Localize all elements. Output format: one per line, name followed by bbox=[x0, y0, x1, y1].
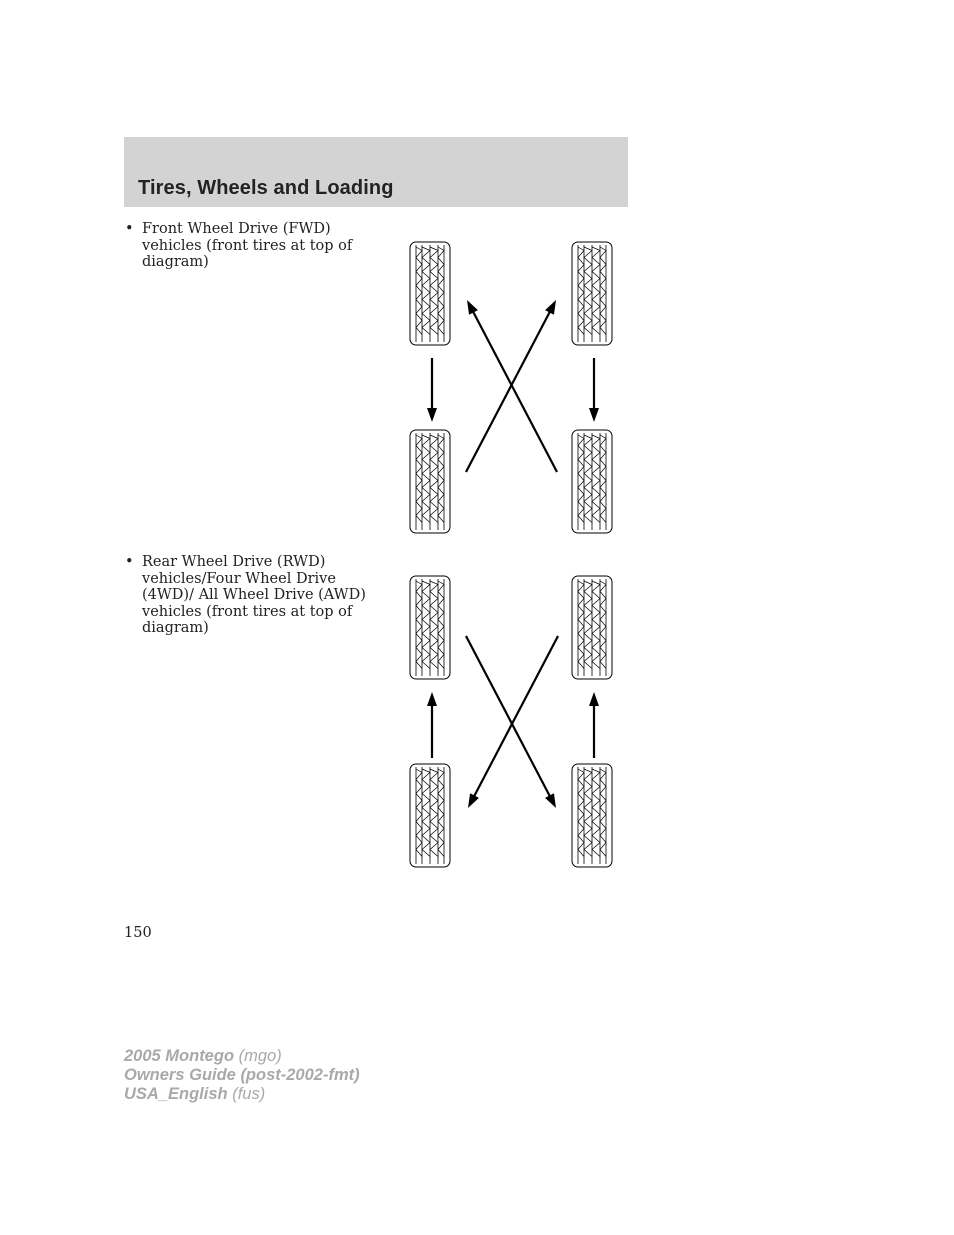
bullet-text bbox=[142, 554, 369, 637]
bullet-line: diagram) bbox=[142, 254, 209, 270]
page-number: 150 bbox=[124, 925, 152, 941]
straight-arrow-right-head bbox=[589, 692, 599, 706]
straight-arrow-right-head bbox=[589, 408, 599, 422]
tire-icon-front-right bbox=[572, 242, 612, 345]
document-footer bbox=[124, 1047, 360, 1104]
bullet-line: vehicles/Four Wheel Drive bbox=[142, 570, 336, 587]
tire-icon-rear-left bbox=[410, 764, 450, 867]
cross-arrow-1-head bbox=[545, 793, 556, 808]
straight-arrow-left bbox=[427, 358, 437, 422]
straight-arrow-left bbox=[427, 692, 437, 758]
straight-arrow-left-head bbox=[427, 692, 437, 706]
fwd-rotation-diagram bbox=[400, 238, 622, 538]
footer-line-1 bbox=[124, 1047, 360, 1066]
tire-icon-rear-right bbox=[572, 430, 612, 533]
footer-line-3 bbox=[124, 1085, 360, 1104]
bullet-line: (4WD)/ All Wheel Drive (AWD) bbox=[142, 587, 366, 603]
straight-arrow-right bbox=[589, 692, 599, 758]
bullet-text bbox=[142, 221, 369, 271]
rwd-rotation-diagram bbox=[400, 572, 622, 872]
bullet-fwd bbox=[124, 221, 369, 271]
cross-arrow-1-head bbox=[467, 300, 478, 315]
cross-arrow-1 bbox=[466, 636, 556, 808]
cross-arrow-2 bbox=[468, 636, 558, 808]
rotation-diagram-svg bbox=[400, 238, 622, 538]
straight-arrow-left-head bbox=[427, 408, 437, 422]
footer-guide: Owners Guide (post-2002-fmt) bbox=[124, 1066, 360, 1084]
rotation-diagram-svg bbox=[400, 572, 622, 872]
section-header-band bbox=[124, 137, 628, 207]
tire-icon-rear-left bbox=[410, 430, 450, 533]
straight-arrow-right bbox=[589, 358, 599, 422]
footer-line-2 bbox=[124, 1066, 360, 1085]
bullet-line: diagram) bbox=[142, 620, 209, 636]
bullet-symbol: • bbox=[125, 221, 134, 237]
bullet-line: Rear Wheel Drive (RWD) bbox=[142, 554, 326, 570]
footer-language-code: (fus) bbox=[232, 1085, 266, 1103]
bullet-line: Front Wheel Drive (FWD) bbox=[142, 221, 331, 237]
tire-icon-rear-right bbox=[572, 764, 612, 867]
footer-model: 2005 Montego bbox=[124, 1047, 235, 1065]
footer-language: USA_English bbox=[124, 1085, 228, 1103]
tire-icon-front-left bbox=[410, 242, 450, 345]
tire-icon-front-right bbox=[572, 576, 612, 679]
cross-arrow-2-head bbox=[545, 300, 556, 315]
bullet-line: vehicles (front tires at top of bbox=[142, 603, 353, 620]
bullet-symbol: • bbox=[125, 554, 134, 570]
cross-arrow-2-head bbox=[468, 793, 479, 808]
section-title: Tires, Wheels and Loading bbox=[138, 177, 394, 199]
footer-model-code: (mgo) bbox=[238, 1047, 282, 1065]
tire-icon-front-left bbox=[410, 576, 450, 679]
bullet-line: vehicles (front tires at top of bbox=[142, 237, 353, 254]
bullet-rwd bbox=[124, 554, 369, 637]
